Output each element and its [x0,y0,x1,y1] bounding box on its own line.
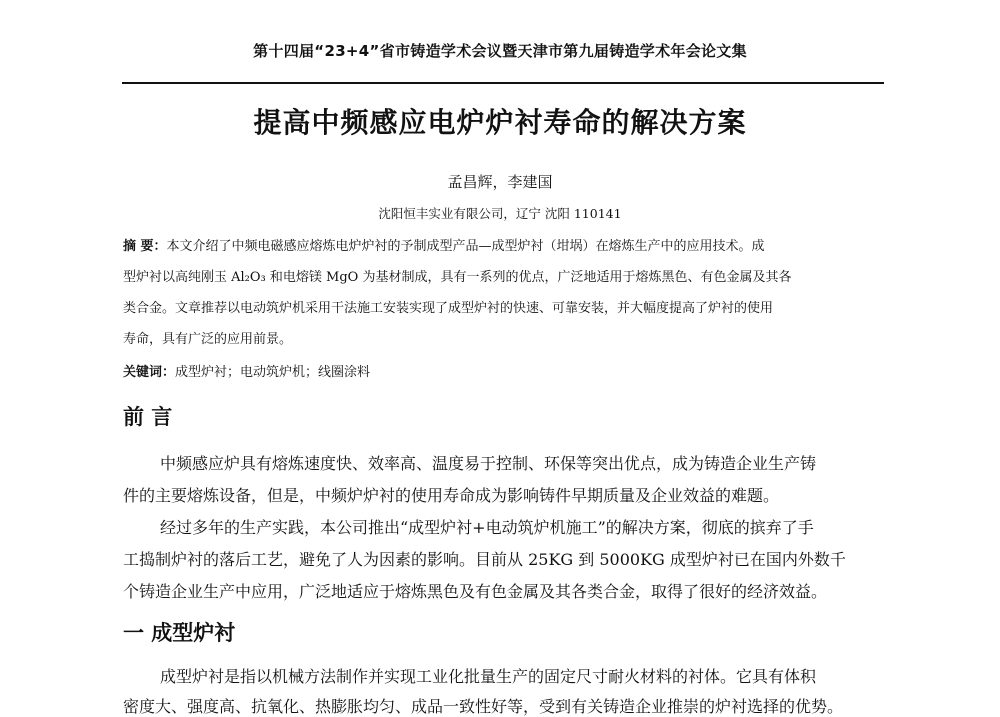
abstract-line: 类合金。文章推荐以电动筑炉机采用干法施工安装实现了成型炉衬的快速、可靠安装，并大幅度提高了炉衬的使用 [123,301,774,316]
keywords-label: 关键词： [123,365,176,380]
keywords-text: 成型炉衬；电动筑炉机；线圈涂料 [175,365,371,380]
abstract-line: 寿命，具有广泛的应用前景。 [123,332,293,347]
paper-title: 提高中频感应电炉炉衬寿命的解决方案 [253,106,747,139]
body-line: 密度大、强度高、抗氧化、热膨胀均匀、成品一致性好等，受到有关铸造企业推崇的炉衬选择的优势。 [123,697,844,716]
body-line: 成型炉衬是指以机械方法制作并实现工业化批量生产的固定尺寸耐火材料的衬体。它具有体积 [160,667,817,686]
authors: 孟昌辉，李建国 [447,173,553,191]
section-heading-formed-lining: 一 成型炉衬 [123,621,236,645]
abstract-line [123,235,765,254]
body-line: 工捣制炉衬的落后工艺，避免了人为因素的影响。目前从 25KG 到 5000KG 成型炉衬已在国内外数千 [123,550,846,569]
body-line: 中频感应炉具有熔炼速度快、效率高、温度易于控制、环保等突出优点，成为铸造企业生产铸 [160,454,817,473]
body-line: 经过多年的生产实践，本公司推出“成型炉衬+电动筑炉机施工”的解决方案，彻底的摈弃了手 [160,518,814,537]
abstract-label: 摘 要： [123,239,167,254]
abstract-text: 本文介绍了中频电磁感应熔炼电炉炉衬的予制成型产品—成型炉衬（坩埚）在熔炼生产中的应用技术。成 [166,239,765,254]
abstract-line: 型炉衬以高纯刚玉 Al₂O₃ 和电熔镁 MgO 为基材制成，具有一系列的优点，广泛地适用于熔炼黑色、有色金属及其各 [123,270,792,285]
body-line: 个铸造企业生产中应用，广泛地适应于熔炼黑色及有色金属及其各类合金，取得了很好的经济效益。 [123,582,828,601]
header-rule [122,82,884,84]
affiliation: 沈阳恒丰实业有限公司，辽宁 沈阳 110141 [378,206,622,221]
running-head: 第十四届“23+4”省市铸造学术会议暨天津市第九届铸造学术年会论文集 [253,42,747,60]
body-line: 件的主要熔炼设备，但是，中频炉炉衬的使用寿命成为影响铸件早期质量及企业效益的难题。 [123,486,780,505]
keywords-line [123,361,370,380]
section-heading-preface: 前 言 [123,405,173,429]
